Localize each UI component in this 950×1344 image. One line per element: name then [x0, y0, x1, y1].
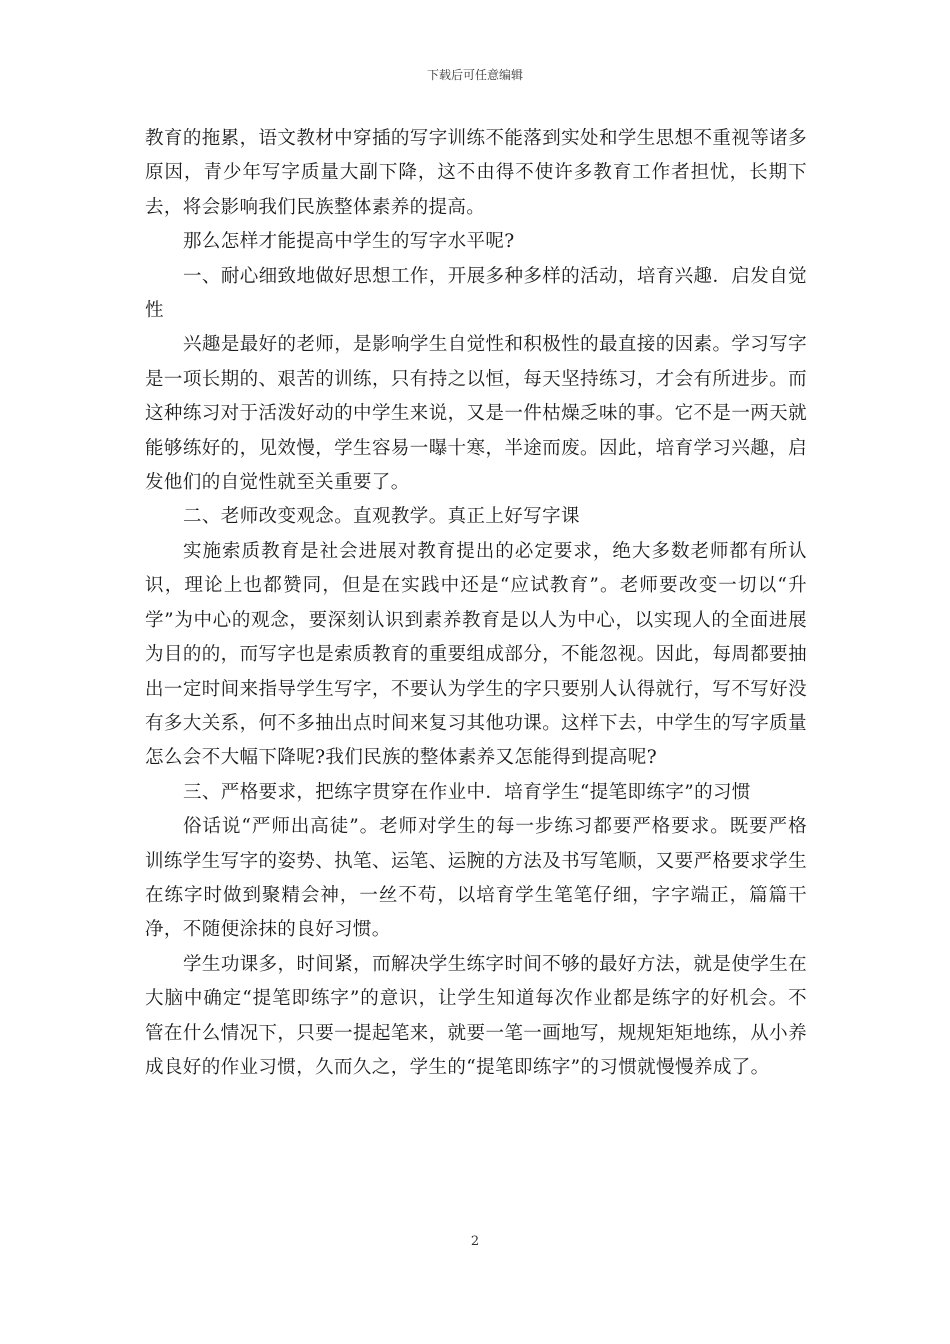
paragraph-2: 那么怎样才能提高中学生的写字水平呢? — [183, 231, 515, 253]
section-heading-3: 三、严格要求，把练字贯穿在作业中．培育学生“提笔即练字”的习惯 — [183, 781, 751, 803]
page-header: 下载后可任意编辑 — [426, 68, 523, 82]
document-body — [145, 122, 807, 1085]
paragraph-6: 学生功课多，时间紧，而解决学生练字时间不够的最好方法，就是使学生在大脑中确定“提笔即练字”的意识，让学生知道每次作业都是练字的好机会。不管在什么情况下，只要一提起笔来，就要一笔一画地写，规规矩矩地练，从小养成良好的作业习惯，久而久之，学生的“提笔即练字”的习惯就慢慢养成了。 — [145, 953, 807, 1078]
section-heading-1: 一、耐心细致地做好思想工作，开展多种多样的活动，培育兴趣．启发自觉性 — [145, 265, 807, 322]
page-number: 2 — [470, 1234, 480, 1249]
paragraph-3: 兴趣是最好的老师，是影响学生自觉性和积极性的最直接的因素。学习写字是一项长期的、艰苦的训练，只有持之以恒，每天坚持练习，才会有所进步。而这种练习对于活泼好动的中学生来说，又是一件枯燥乏味的事。它不是一两天就能够练好的，见效慢，学生容易一曝十寒，半途而废。因此，培育学习兴趣，启发他们的自觉性就至关重要了。 — [145, 334, 807, 494]
section-heading-2: 二、老师改变观念。直观教学。真正上好写字课 — [183, 506, 580, 528]
paragraph-1: 教育的拖累，语文教材中穿插的写字训练不能落到实处和学生思想不重视等诸多原因，青少年写字质量大副下降，这不由得不使许多教育工作者担忧，长期下去，将会影响我们民族整体素养的提高。 — [145, 128, 807, 218]
paragraph-5: 俗话说“严师出高徒”。老师对学生的每一步练习都要严格要求。既要严格训练学生写字的姿势、执笔、运笔、运腕的方法及书写笔顺，又要严格要求学生在练字时做到聚精会神，一丝不苟，以培育学生笔笔仔细，字字端正，篇篇干净，不随便涂抹的良好习惯。 — [145, 816, 807, 941]
paragraph-4: 实施索质教育是社会进展对教育提出的必定要求，绝大多数老师都有所认识，理论上也都赞同，但是在实践中还是“应试教育”。老师要改变一切以“升学”为中心的观念，要深刻认识到素养教育是以人为中心，以实现人的全面进展为目的的，而写字也是索质教育的重要组成部分，不能忽视。因此，每周都要抽出一定时间来指导学生写字，不要认为学生的字只要别人认得就行，写不写好没有多大关系，何不多抽出点时间来复习其他功课。这样下去，中学生的写字质量怎么会不大幅下降呢?我们民族的整体素养又怎能得到提高呢? — [145, 540, 807, 769]
